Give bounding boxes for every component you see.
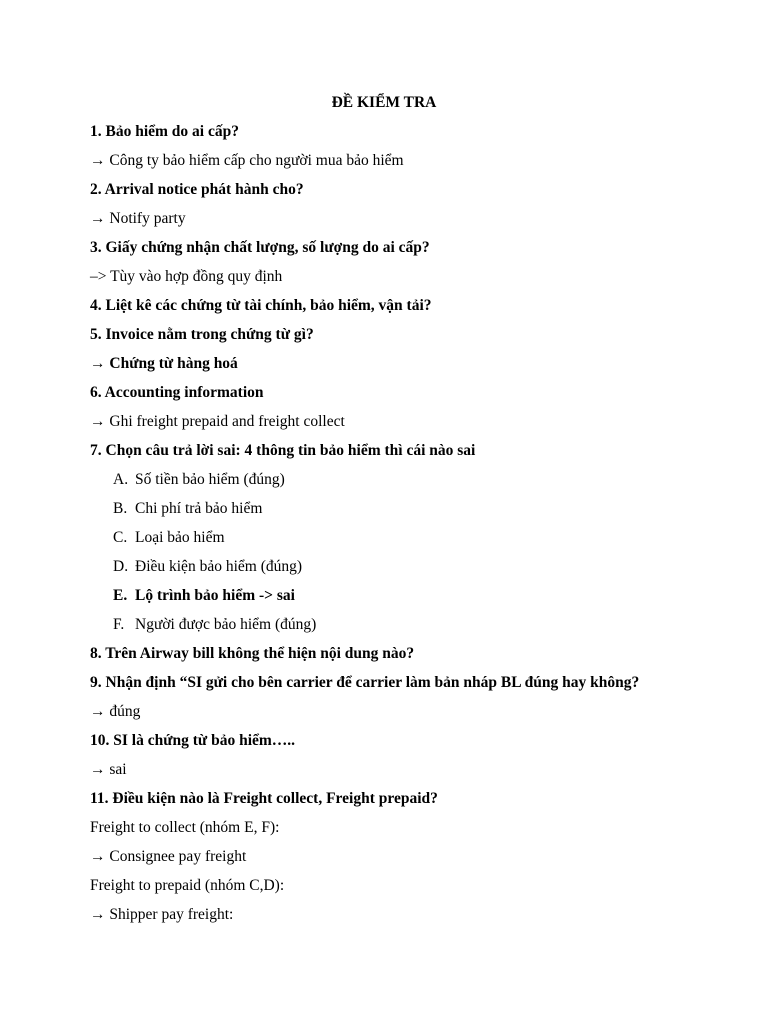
option-letter: E.	[113, 587, 128, 604]
answer-2: → Notify party	[90, 210, 186, 227]
option-text: Chi phí trả bảo hiểm	[135, 500, 263, 517]
question-5: 5. Invoice nằm trong chứng từ gì?	[90, 326, 314, 343]
option-text: Người được bảo hiểm (đúng)	[135, 616, 317, 633]
option-text: Số tiền bảo hiểm (đúng)	[135, 471, 285, 488]
answer-3: –> Tùy vào hợp đồng quy định	[90, 268, 283, 285]
option-letter: A.	[113, 471, 129, 488]
freight-prepaid-answer: → Shipper pay freight:	[90, 906, 234, 923]
option-letter: C.	[113, 529, 128, 546]
option-d	[113, 556, 302, 578]
question-6: 6. Accounting information	[90, 384, 264, 401]
option-letter: B.	[113, 500, 128, 517]
answer-6: → Ghi freight prepaid and freight collect	[90, 413, 345, 430]
question-1: 1. Bảo hiểm do ai cấp?	[90, 123, 239, 140]
answer-10: → sai	[90, 761, 127, 778]
question-11: 11. Điều kiện nào là Freight collect, Freight prepaid?	[90, 790, 438, 807]
option-text: Điều kiện bảo hiểm (đúng)	[135, 558, 303, 575]
option-b	[113, 498, 262, 520]
question-7: 7. Chọn câu trả lời sai: 4 thông tin bảo hiểm thì cái nào sai	[90, 442, 476, 459]
question-9: 9. Nhận định “SI gửi cho bên carrier để carrier làm bản nháp BL đúng hay không?	[90, 674, 640, 691]
answer-1: → Công ty bảo hiểm cấp cho người mua bảo hiểm	[90, 152, 404, 169]
option-text: Lộ trình bảo hiểm -> sai	[135, 587, 295, 604]
option-c	[113, 527, 225, 549]
option-f	[113, 614, 316, 636]
freight-collect-answer: → Consignee pay freight	[90, 848, 247, 865]
question-4: 4. Liệt kê các chứng từ tài chính, bảo hiểm, vận tải?	[90, 297, 432, 314]
question-2: 2. Arrival notice phát hành cho?	[90, 181, 304, 198]
option-text: Loại bảo hiểm	[135, 529, 225, 546]
question-10: 10. SI là chứng từ bảo hiểm…..	[90, 732, 296, 749]
option-letter: F.	[113, 616, 125, 633]
option-a	[113, 469, 285, 491]
freight-prepaid-label: Freight to prepaid (nhóm C,D):	[90, 877, 285, 894]
question-3: 3. Giấy chứng nhận chất lượng, số lượng do ai cấp?	[90, 239, 430, 256]
freight-collect-label: Freight to collect (nhóm E, F):	[90, 819, 280, 836]
page-title: ĐỀ KIỂM TRA	[331, 94, 437, 111]
option-e	[113, 585, 295, 607]
question-8: 8. Trên Airway bill không thể hiện nội dung nào?	[90, 645, 415, 662]
answer-5: → Chứng từ hàng hoá	[90, 355, 238, 372]
option-letter: D.	[113, 558, 129, 575]
answer-9: → đúng	[90, 703, 141, 720]
